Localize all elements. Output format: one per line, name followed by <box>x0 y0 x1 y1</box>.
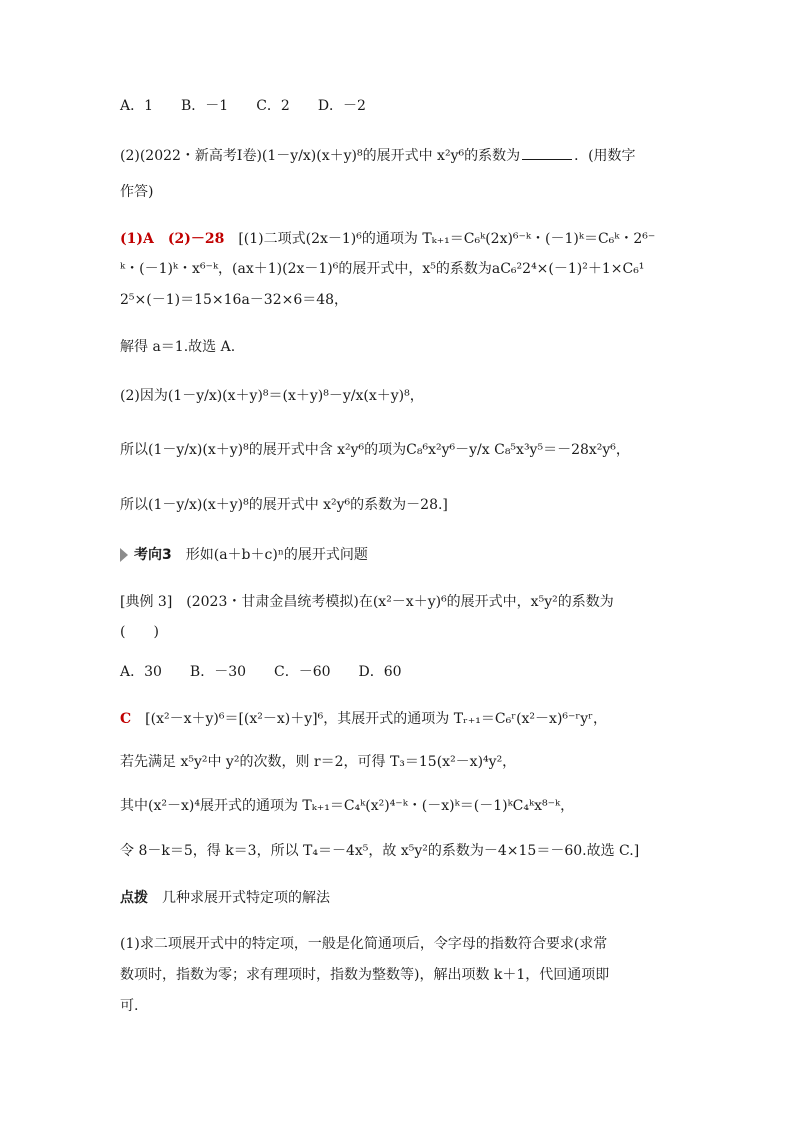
solution-text-1: [(1)二项式(2x－1)⁶的通项为 Tₖ₊₁＝C₆ᵏ(2x)⁶⁻ᵏ・(－1)ᵏ＝C₆ᵏ・2⁶⁻ <box>224 231 656 247</box>
question-2-line-2: 作答) <box>120 184 154 200</box>
tip-label: 点拨 <box>120 890 148 906</box>
tip-line-3: 可. <box>120 998 139 1014</box>
example-3-line-2: ( ) <box>120 624 159 640</box>
question-2-tail: ．(用数字 <box>574 148 636 164</box>
tip-line-2: 数项时，指数为零；求有理项时，指数为整数等)，解出项数 k＋1，代回通项即 <box>120 967 610 983</box>
answer-label: (1)A (2)－28 <box>120 231 225 247</box>
example-3-line-1: [典例 3] (2023・甘肃金昌统考模拟)在(x²－x＋y)⁶的展开式中，x⁵y²的系数为 <box>120 594 614 610</box>
section-heading <box>120 544 682 566</box>
solution-line-2: ᵏ・(－1)ᵏ・x⁶⁻ᵏ，(ax＋1)(2x－1)⁶的展开式中，x⁵的系数为aC₆²2⁴×(－1)²＋1×C₆¹ <box>120 261 645 277</box>
section-heading-label: 考向3 <box>134 547 172 563</box>
example-3-solution-2: 若先满足 x⁵y²中 y²的次数，则 r＝2，可得 T₃＝15(x²－x)⁴y²， <box>120 754 517 770</box>
solution-line-7: 所以(1－y/x)(x＋y)⁸的展开式中 x²y⁶的系数为－28.] <box>120 497 448 513</box>
solution-line-3: 2⁵×(－1)＝15×16a－32×6＝48， <box>120 292 349 308</box>
example-3-solution-1 <box>120 708 682 730</box>
solution-line-1 <box>120 228 682 250</box>
example-3-solution-4: 令 8－k＝5，得 k＝3，所以 T₄＝－4x⁵，故 x⁵y²的系数为－4×15＝－60.故选 C.] <box>120 843 640 859</box>
tip-heading-text: 几种求展开式特定项的解法 <box>148 890 330 906</box>
example-3-solution-3: 其中(x²－x)⁴展开式的通项为 Tₖ₊₁＝C₄ᵏ(x²)⁴⁻ᵏ・(－x)ᵏ＝(－1)ᵏC₄ᵏx⁸⁻ᵏ， <box>120 798 575 814</box>
answer-blank <box>522 145 572 160</box>
solution-line-4: 解得 a＝1.故选 A. <box>120 339 236 355</box>
solution-line-5: (2)因为(1－y/x)(x＋y)⁸＝(x＋y)⁸－y/x(x＋y)⁸， <box>120 388 424 404</box>
solution-line-6: 所以(1－y/x)(x＋y)⁸的展开式中含 x²y⁶的项为C₈⁶x²y⁶－y/x C₈⁵x³y⁵＝－28x²y⁶， <box>120 442 630 458</box>
options-line-1: A．1 B．－1 C．2 D．－2 <box>120 98 366 114</box>
tip-heading <box>120 887 682 909</box>
question-2-line-1 <box>120 145 682 167</box>
question-2-text: (2)(2022・新高考Ⅰ卷)(1－y/x)(x＋y)⁸的展开式中 x²y⁶的系数为 <box>120 148 521 164</box>
section-heading-text: 形如(a＋b＋c)ⁿ的展开式问题 <box>171 547 368 563</box>
example-3-answer-label: C <box>120 711 132 727</box>
example-3-solution-text-1: [(x²－x＋y)⁶＝[(x²－x)＋y]⁶，其展开式的通项为 Tᵣ₊₁＝C₆ʳ(x²－x)⁶⁻ʳyʳ， <box>131 711 608 727</box>
triangle-marker-icon <box>120 548 128 562</box>
tip-line-1: (1)求二项展开式中的特定项，一般是化简通项后，令字母的指数符合要求(求常 <box>120 936 608 952</box>
example-3-options: A．30 B．－30 C．－60 D．60 <box>120 664 402 680</box>
